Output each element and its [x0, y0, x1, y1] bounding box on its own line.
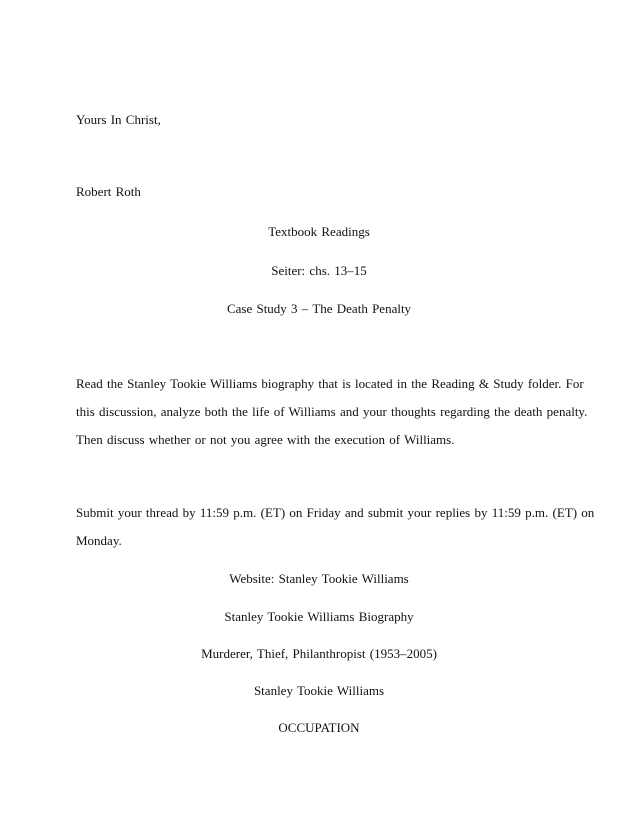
submission-line-1: Submit your thread by 11:59 p.m. (ET) on Friday and submit your replies by 11:59 p.m. (ET) on — [76, 505, 595, 520]
author-name: Robert Roth — [76, 184, 141, 199]
readings-chapters: Seiter: chs. 13–15 — [271, 263, 367, 278]
section-heading: OCCUPATION — [278, 720, 360, 735]
instructions-line-1: Read the Stanley Tookie Williams biography that is located in the Reading & Study folder. For — [76, 376, 584, 391]
website-line: Website: Stanley Tookie Williams — [229, 571, 409, 586]
instructions-line-2: this discussion, analyze both the life of Williams and your thoughts regarding the death penalty. — [76, 404, 588, 419]
biography-subtitle: Murderer, Thief, Philanthropist (1953–2005) — [201, 646, 437, 661]
readings-heading: Textbook Readings — [268, 224, 370, 239]
instructions-line-3: Then discuss whether or not you agree with the execution of Williams. — [76, 432, 455, 447]
biography-title: Stanley Tookie Williams Biography — [224, 609, 414, 624]
submission-line-2: Monday. — [76, 533, 122, 548]
closing-salutation: Yours In Christ, — [76, 112, 161, 127]
case-study-title: Case Study 3 – The Death Penalty — [226, 301, 412, 316]
subject-name: Stanley Tookie Williams — [253, 683, 385, 698]
